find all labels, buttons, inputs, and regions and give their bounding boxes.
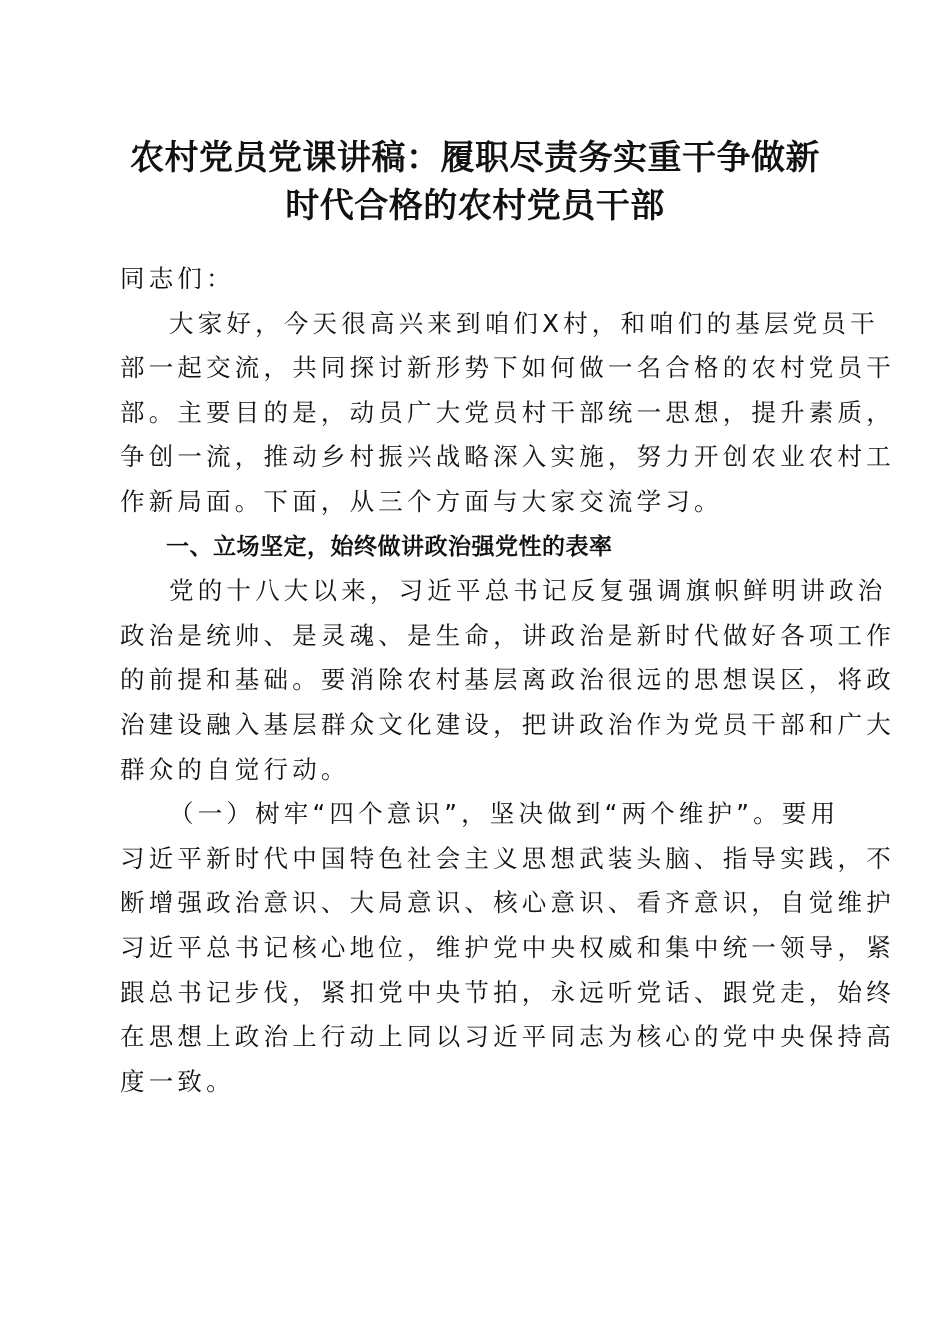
text-line: 部。主要目的是，动员广大党员村干部统一思想，提升素质， [120,397,895,427]
intro-paragraph [120,302,895,525]
section-paragraph [120,569,895,792]
text-line: 习近平总书记核心地位，维护党中央权威和集中统一领导，紧 [120,932,895,962]
text-line: （一）树牢“四个意识”，坚决做到“两个维护”。要用 [169,799,840,829]
text-line: 度一致。 [120,1066,235,1096]
text-line: 争创一流，推动乡村振兴战略深入实施，努力开创农业农村工 [120,442,895,472]
title-line: 农村党员党课讲稿：履职尽责务实重干争做新 [130,138,820,178]
text-line: 群众的自觉行动。 [120,754,350,784]
text-line: 在思想上政治上行动上同以习近平同志为核心的党中央保持高 [120,1022,895,1052]
salutation: 同志们： [120,264,235,293]
text-line: 跟总书记步伐，紧扣党中央节拍，永远听党话、跟党走，始终 [120,977,895,1007]
text-line: 党的十八大以来，习近平总书记反复强调旗帜鲜明讲政治 [169,576,887,606]
text-line: 的前提和基础。要消除农村基层离政治很远的思想误区，将政 [120,665,895,695]
title-line: 时代合格的农村党员干部 [285,186,665,226]
document-title [100,134,850,230]
text-line: 大家好，今天很高兴来到咱们X村，和咱们的基层党员干 [169,308,879,338]
document-body [120,257,895,1104]
text-line: 作新局面。下面，从三个方面与大家交流学习。 [120,486,723,516]
text-line: 治建设融入基层群众文化建设，把讲政治作为党员干部和广大 [120,709,895,739]
text-line: 政治是统帅、是灵魂、是生命，讲政治是新时代做好各项工作 [120,620,895,650]
text-line: 断增强政治意识、大局意识、核心意识、看齐意识，自觉维护 [120,888,895,918]
subsection-paragraph [120,792,895,1104]
text-line: 习近平新时代中国特色社会主义思想武装头脑、指导实践，不 [120,843,895,873]
text-line: 部一起交流，共同探讨新形势下如何做一名合格的农村党员干 [120,353,895,383]
section-heading: 一、立场坚定，始终做讲政治强党性的表率 [166,533,613,560]
